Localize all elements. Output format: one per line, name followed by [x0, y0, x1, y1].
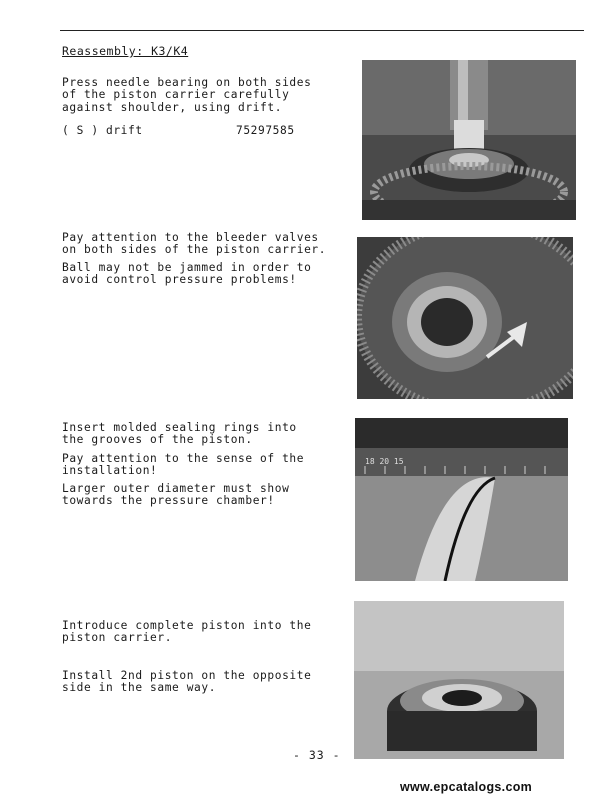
page-number: - 33 -: [293, 748, 341, 762]
step-text: Pay attention to the bleeder valves on both sides of the piston carrier.: [62, 231, 327, 257]
tool-number: 75297585: [236, 124, 295, 137]
top-rule: [60, 30, 584, 31]
step-text: Install 2nd piston on the opposite side in the same way.: [62, 669, 312, 695]
photo-piston-carrier: [357, 237, 573, 399]
photo-drift-press: [362, 60, 576, 220]
step-text: Press needle bearing on both sides of the piston carrier carefully against shoulder, using drift.: [62, 76, 312, 114]
section-heading: Reassembly: K3/K4: [62, 44, 189, 58]
photo-sealing-ring: [355, 418, 568, 581]
step-text: Larger outer diameter must show towards the pressure chamber!: [62, 482, 290, 508]
step-text: Insert molded sealing rings into the grooves of the piston.: [62, 421, 297, 447]
watermark-url: www.epcatalogs.com: [400, 780, 533, 794]
step-text: Introduce complete piston into the piston carrier.: [62, 619, 312, 645]
step-text: Pay attention to the sense of the installation!: [62, 452, 305, 478]
photo-complete-piston: [354, 601, 564, 759]
tool-label: ( S ) drift: [62, 124, 143, 137]
ruler-markings: 18 20 15: [365, 457, 404, 466]
step-text: Ball may not be jammed in order to avoid control pressure problems!: [62, 261, 312, 287]
